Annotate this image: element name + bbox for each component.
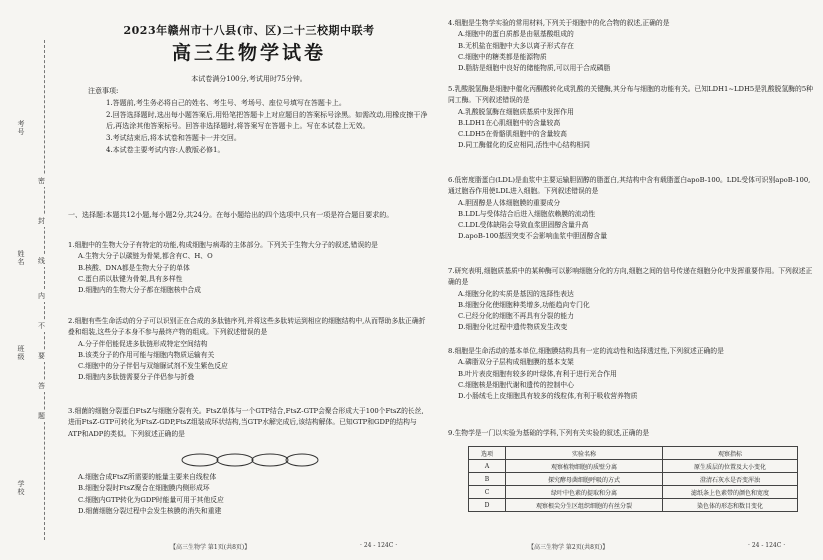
table-header: 选项	[469, 447, 506, 460]
question-stem: 2.细胞有些生命活动的分子可以识别正在合成的多肽链序列,并将这些多肽转运到相应的细胞结构中,从而帮助多肽正确折叠和组装,这些分子本身不参与最终产物的组成。下列叙述错误的是	[68, 317, 426, 337]
question-3-options	[68, 472, 430, 517]
table-cell: 澄清石灰水是否变浑浊	[663, 473, 798, 486]
question-2	[68, 316, 430, 384]
question-option[interactable]: A.胆固醇是人体细胞膜的重要成分	[458, 198, 561, 207]
question-option[interactable]: D.脂肪是细胞中良好的储能物质,可以用于合成磷脂	[458, 64, 611, 73]
footer-right-code: · 24 - 124C ·	[748, 542, 786, 549]
binding-label-name: 姓名	[17, 250, 25, 266]
exam-header: 2023年赣州市十八县(市、区)二十三校期中联考	[123, 24, 375, 37]
table-header-row	[469, 447, 798, 460]
question-option[interactable]: D.同工酶催化的反应相同,活性中心结构相同	[458, 141, 590, 150]
question-option[interactable]: D.小肠绒毛上皮细胞具有较多的线粒体,有利于吸收营养物质	[458, 392, 638, 401]
seal-char: 封	[38, 217, 45, 225]
binding-label-school: 学校	[17, 480, 25, 496]
table-cell: 观察根尖分生区组织细胞的有丝分裂	[506, 499, 663, 512]
binding-label-class: 班级	[17, 345, 25, 361]
notes-title: 注意事项:	[88, 87, 119, 95]
question-option[interactable]: B.叶片表皮细胞有较多的叶绿体,有利于进行光合作用	[458, 369, 617, 378]
table-cell: 滤纸条上色素带的颜色和宽度	[663, 486, 798, 499]
question-option[interactable]: D.细胞内的生物大分子都在细胞核中合成	[78, 286, 201, 295]
table-row	[469, 460, 798, 473]
exam-info: 本试卷满分100分,考试用时75分钟。	[191, 75, 307, 83]
question-option[interactable]: B.无机盐在细胞中大多以离子形式存在	[458, 41, 574, 50]
question-option[interactable]: B.LDL与受体结合后进入细胞依赖膜的流动性	[458, 209, 596, 218]
question-option[interactable]: A.乳酸脱氢酶在细胞质基质中发挥作用	[458, 107, 574, 116]
note-item: 2.回答选择题时,选出每小题答案后,用铅笔把答题卡上对应题目的答案标号涂黑。如需改动,用橡皮擦干净后,再选涂其他答案标号。回答非选择题时,将答案写在答题卡上。写在本试卷上无效。	[106, 110, 428, 131]
question-stem: 8.细胞是生命活动的基本单位,细胞膜结构具有一定的流动性和选择透过性,下列叙述正确的是	[448, 347, 724, 355]
seal-char: 要	[38, 352, 45, 360]
table-cell: A	[469, 460, 506, 473]
seal-char: 题	[38, 412, 45, 420]
ftsz-filament-svg	[180, 452, 320, 468]
question-option[interactable]: D.细胞内多肽链需要分子伴侣参与折叠	[78, 373, 195, 382]
question-7	[448, 266, 816, 334]
table-cell: D	[469, 499, 506, 512]
note-item: 3.考试结束后,将本试卷和答题卡一并交回。	[106, 134, 241, 143]
question-option[interactable]: B.细胞分化使细胞种类增多,功能趋向专门化	[458, 300, 590, 309]
question-option[interactable]: D.apoB-100基因突变不会影响血浆中胆固醇含量	[458, 232, 608, 241]
right-page	[448, 0, 820, 560]
question-6	[448, 175, 816, 243]
question-option[interactable]: C.细胞内GTP转化为GDP时能量可用于其他反应	[78, 495, 224, 504]
seal-char: 答	[38, 382, 45, 390]
question-4	[448, 18, 816, 74]
seal-char: 密	[38, 177, 45, 185]
table-row	[469, 499, 798, 512]
question-stem: 7.研究表明,细胞质基质中的某种酶可以影响细胞分化的方向,细胞之间的信号传递在细胞分化中发挥重要作用。下列叙述正确的是	[448, 267, 813, 287]
binding-label-exam-no: 考号	[17, 120, 25, 136]
question-8	[448, 346, 816, 402]
question-5	[448, 84, 816, 152]
question-option[interactable]: D.细胞分化过程中遗传物质发生改变	[458, 323, 568, 332]
question-option[interactable]: B.该类分子的作用可能与细胞内物质运输有关	[78, 350, 215, 359]
seal-char: 线	[38, 257, 45, 265]
question-3	[68, 406, 430, 440]
question-stem: 6.低密度脂蛋白(LDL)是血浆中主要运输胆固醇的脂蛋白,其结构中含有载脂蛋白apoB-100。LDL受体可识别apoB-100,通过胞吞作用使LDL进入细胞。下列叙述错误的是	[448, 176, 811, 196]
table-row	[469, 486, 798, 499]
table-header: 观察指标	[663, 447, 798, 460]
question-option[interactable]: A.磷脂双分子层构成细胞膜的基本支架	[458, 358, 574, 367]
table-cell: 观察植物细胞的质壁分离	[506, 460, 663, 473]
question-1	[68, 240, 430, 296]
question-option[interactable]: B.细胞分裂时FtsZ聚合在细胞膜内侧形成环	[78, 484, 210, 493]
question-option[interactable]: C.细胞中的糖类都是能源物质	[458, 52, 547, 61]
table-header: 实验名称	[506, 447, 663, 460]
table-cell: 原生质层的位置及大小变化	[663, 460, 798, 473]
footer-left-code: · 24 - 124C ·	[360, 542, 398, 549]
table-cell: 探究酵母菌细胞呼吸的方式	[506, 473, 663, 486]
question-option[interactable]: C.蛋白质以肽键为骨架,具有多样性	[78, 274, 183, 283]
question-option[interactable]: C.已经分化的细胞不再具有分裂的能力	[458, 312, 574, 321]
ftsz-diagram	[180, 452, 320, 468]
question-stem: 1.细胞中的生物大分子有特定的功能,构成细胞与病毒的主体部分。下列关于生物大分子的叙述,错误的是	[68, 241, 378, 249]
left-page	[60, 0, 438, 560]
question-option[interactable]: A.生物大分子以碳链为骨架,都含有C、H、O	[78, 252, 213, 261]
question-stem: 4.细胞是生物学实验的常用材料,下列关于细胞中的化合物的叙述,正确的是	[448, 19, 670, 27]
question-stem: 9.生物学是一门以实验为基础的学科,下列有关实验的叙述,正确的是	[448, 429, 650, 437]
question-option[interactable]: B.LDH1在心肌细胞中的含量较高	[458, 118, 561, 127]
question-option[interactable]: A.分子伴侣能促进多肽链形成特定空间结构	[78, 339, 208, 348]
note-item: 1.答题前,考生务必将自己的姓名、考生号、考场号、座位号填写在答题卡上。	[106, 98, 346, 107]
question-option[interactable]: C.细胞中的分子伴侣与双缩脲试剂不发生紫色反应	[78, 362, 228, 371]
note-item: 4.本试卷主要考试内容:人教版必修1。	[106, 145, 225, 154]
question-option[interactable]: A.细胞合成FtsZ所需要的能量主要来自线粒体	[78, 473, 217, 481]
question-stem: 5.乳酸脱氢酶是细胞中催化丙酮酸转化成乳酸的关键酶,其分布与细胞的功能有关。已知LDH1~LDH5是乳酸脱氢酶的5种同工酶。下列叙述错误的是	[448, 85, 813, 105]
table-cell: 染色体的形态和数目变化	[663, 499, 798, 512]
seal-char: 不	[38, 322, 45, 330]
question-option[interactable]: B.核酸、DNA都是生物大分子的单体	[78, 263, 190, 272]
question-option[interactable]: C.细胞核是细胞代谢和遗传的控制中心	[458, 380, 574, 389]
question-option[interactable]: D.细菌细胞分裂过程中会发生核膜的消失和重建	[78, 506, 222, 515]
notes-block	[88, 86, 428, 157]
exam-title: 高三生物学试卷	[171, 42, 326, 64]
question-9	[448, 428, 816, 439]
footer-left-page-label: 【高三生物学 第1页(共8页)】	[170, 544, 251, 551]
question-option[interactable]: A.细胞分化的实质是基因的选择性表达	[458, 289, 574, 298]
question-option[interactable]: C.LDL受体缺陷会导致血浆胆固醇含量升高	[458, 221, 589, 230]
experiment-table	[468, 446, 798, 512]
table-cell: C	[469, 486, 506, 499]
question-stem: 3.细菌的细胞分裂蛋白FtsZ与细胞分裂有关。FtsZ单体与一个GTP结合,FtsZ-GTP会聚合形成大于100个FtsZ的长丝,进而FtsZ-GTP可转化为FtsZ-GDP,FtsZ组装成环状结构,当GTP水解完成后,该结构解体。已知GTP和GDP的结构与ATP和ADP的类似。下列叙述正确的是	[68, 407, 424, 438]
section-1-heading: 一、选择题:本题共12小题,每小题2分,共24分。在每小题给出的四个选项中,只有一项是符合题目要求的。	[68, 211, 394, 219]
table-cell: B	[469, 473, 506, 486]
table-row	[469, 473, 798, 486]
question-option[interactable]: A.细胞中的蛋白质都是由氨基酸组成的	[458, 30, 574, 39]
table-cell: 绿叶中色素的提取和分离	[506, 486, 663, 499]
question-option[interactable]: C.LDH5在骨骼肌细胞中的含量较高	[458, 130, 567, 139]
seal-char: 内	[38, 292, 45, 300]
footer-right-page-label: 【高三生物学 第2页(共8页)】	[528, 544, 609, 551]
